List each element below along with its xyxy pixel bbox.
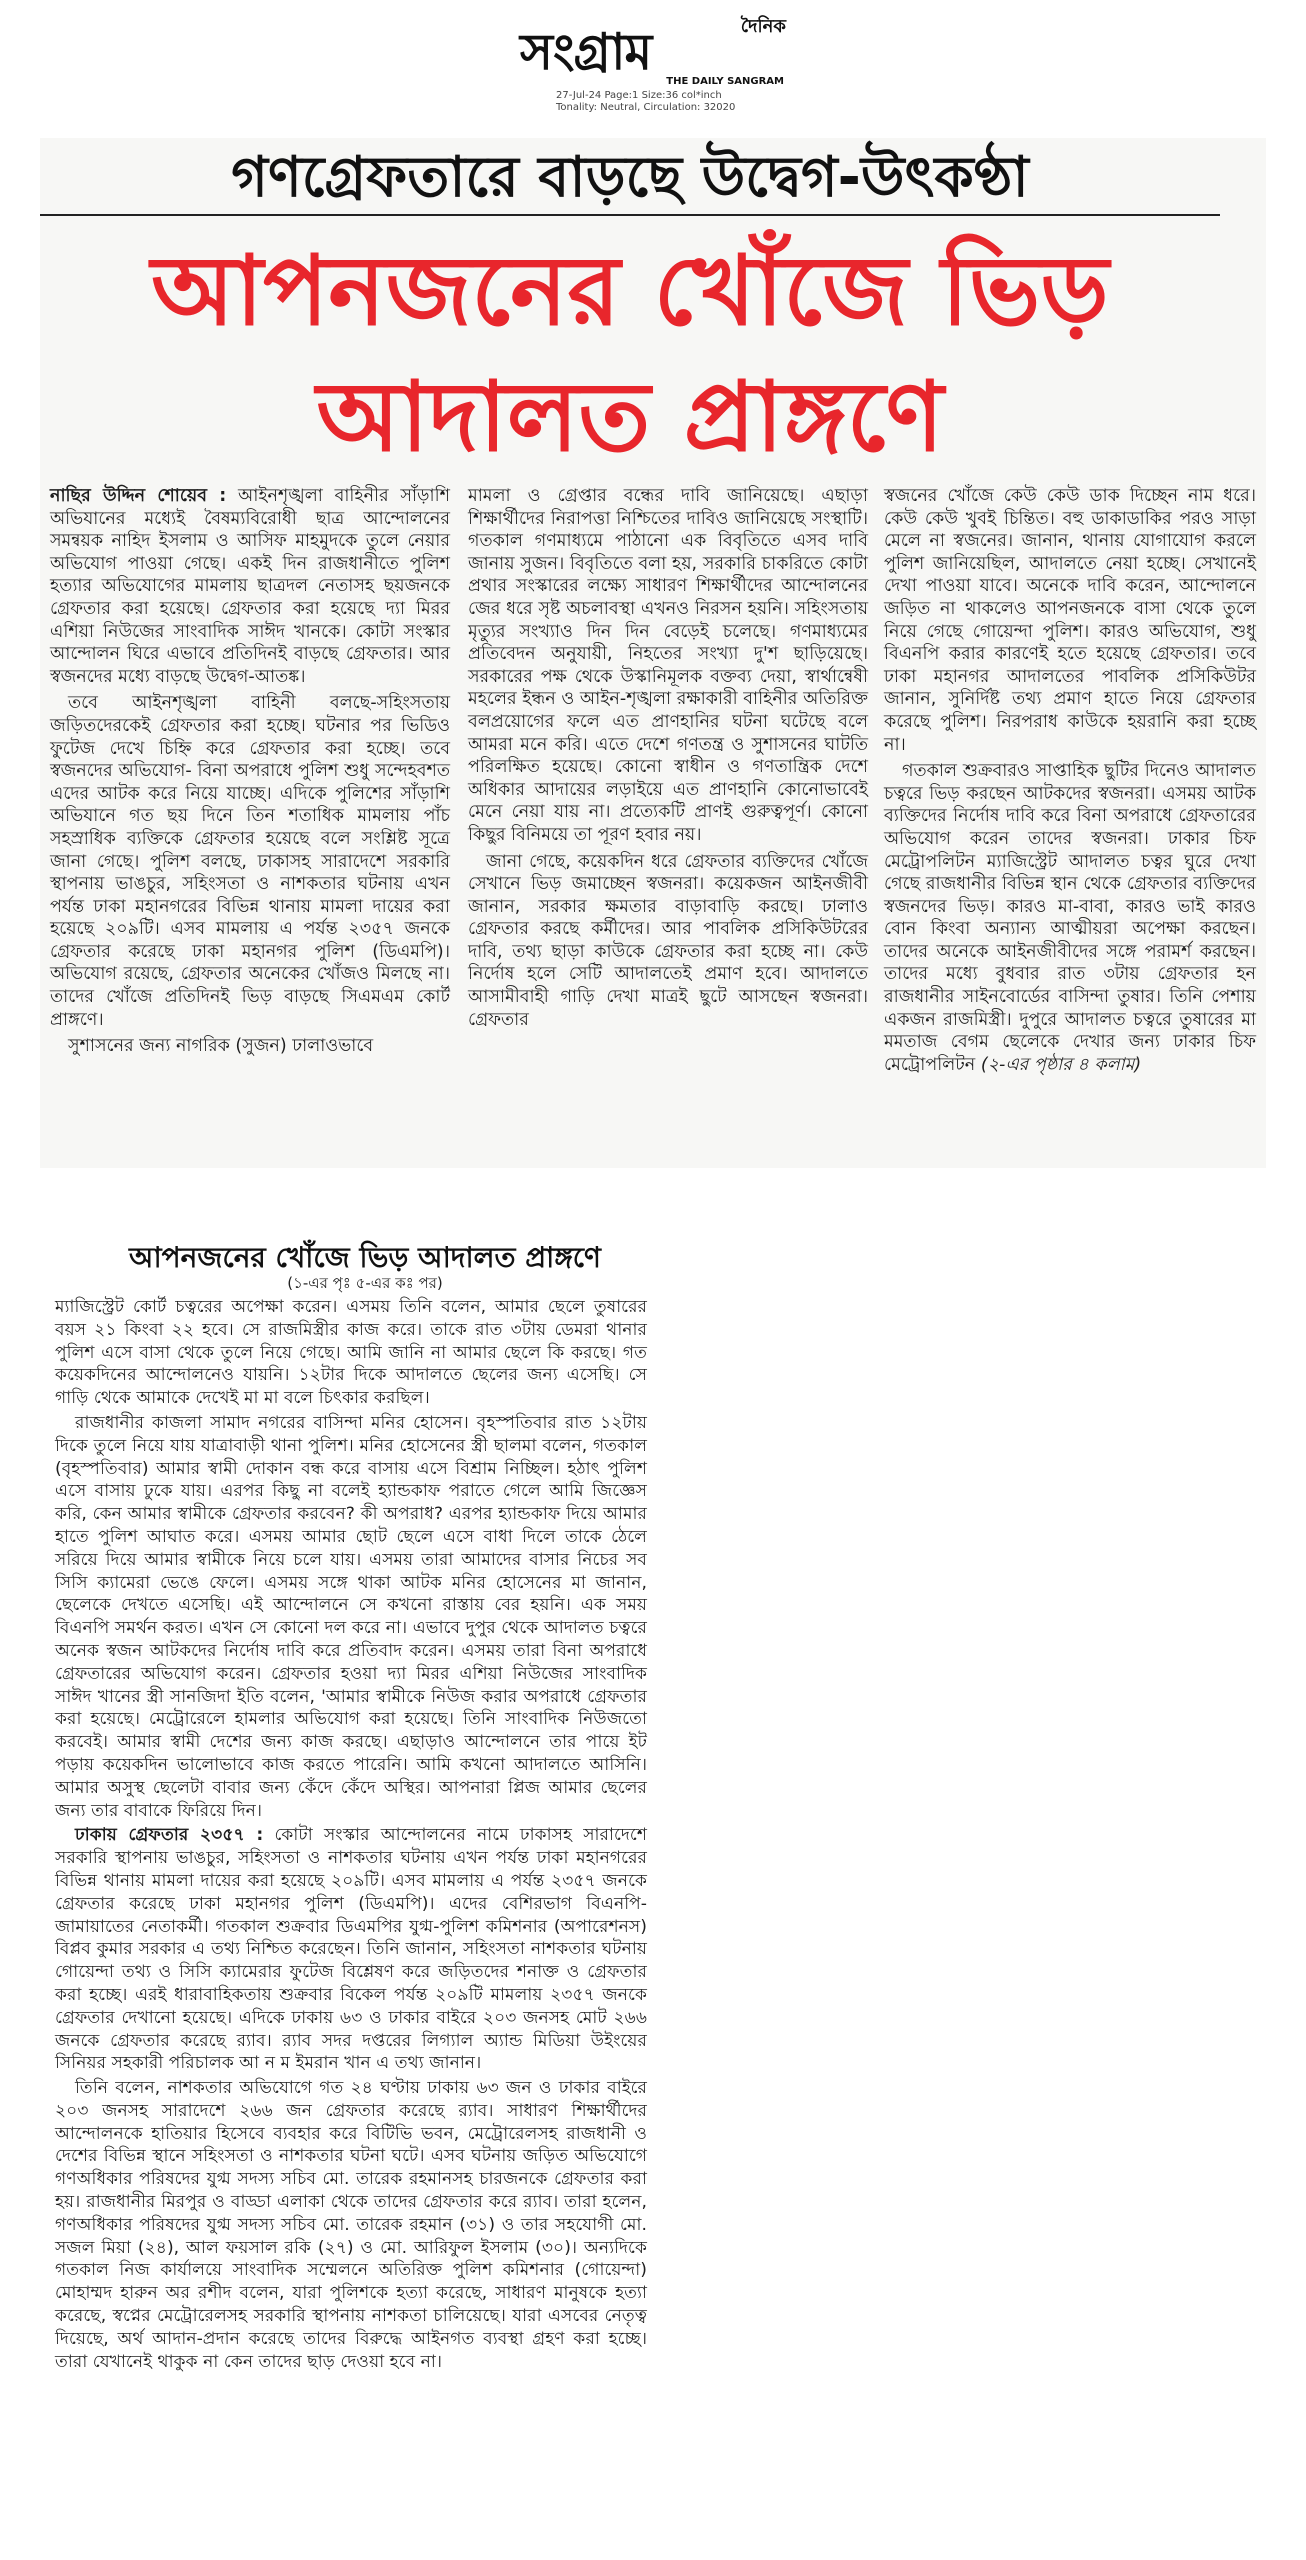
paragraph: তবে আইনশৃঙ্খলা বাহিনী বলছে-সহিংসতায় জড়িতদেরকেই গ্রেফতার করা হচ্ছে। ঘটনার পর ভিডিও ফুটেজ দেখে চিহ্নি করে গ্রেফতার করা হচ্ছে। তবে স্বজনদের অভিযোগ- বিনা অপরাধে পুলিশ শুধু সন্দেহবশত এদের আটক করে নিয়ে যাচ্ছে। এদিকে পুলিশের সাঁড়াশি অভিযানে গত ছয় দিনে তিন শতাধিক মামলায় পাঁচ সহস্রাধিক ব্যক্তিকে গ্রেফতার হয়েছে বলে সংশ্লিষ্ট সূত্রে জানা গেছে। পুলিশ বলছে, ঢাকাসহ সারাদেশে সরকারি স্থাপনায় ভাঙচুর, সহিংসতা ও নাশকতার ঘটনায় এখন পর্যন্ত ঢাকা মহানগরের বিভিন্ন থানায় মামলা দায়ের করা হয়েছে ২০৯টি। এসব মামলায় এ পর্যন্ত ২৩৫৭ জনকে গ্রেফতার করেছে ঢাকা মহানগর পুলিশ (ডিএমপি)। অভিযোগ রয়েছে, গ্রেফতার অনেকের খোঁজও মিলছে না। তাদের খোঁজে প্রতিদিনই ভিড় বাড়ছে সিএমএম কোর্ট প্রাঙ্গণে।	[50, 693, 450, 1030]
paragraph: সুশাসনের জন্য নাগরিক (সুজন) ঢালাওভাবে	[68, 1036, 374, 1057]
paragraph-text: গতকাল শুক্রবারও সাপ্তাহিক ছুটির দিনেও আদালত চত্বরে ভিড় করছেন আটকদের স্বজনরা। এসময় আটক ব্যক্তিদের নির্দোষ দাবি করে বিনা অপরাধে গ্রেফতারের অভিযোগ করেন তাদের স্বজনরা। ঢাকার চিফ মেট্রোপলিটন ম্যাজিস্ট্রেট আদালত চত্বর ঘুরে দেখা গেছে রাজধানীর বিভিন্ন স্থান থেকে গ্রেফতার ব্যক্তিদের স্বজনদের ভিড়। কারও মা-বাবা, কারও ভাই কারও বোন কিংবা অন্যান্য আত্মীয়রা অপেক্ষা করছেন। তাদের অনেকে আইনজীবীদের সঙ্গে পরামর্শ করছেন। তাদের মধ্যে বুধবার রাত ৩টায় গ্রেফতার হন রাজধানীর সাইনবোর্ডের বাসিন্দা তুষার। তিনি পেশায় একজন রাজমিস্ত্রী। দুপুরে আদালত চত্বরে তুষারের মা মমতাজ বেগম ছেলেকে দেখার জন্য ঢাকার চিফ মেট্রোপলিটন	[884, 761, 1256, 1075]
article-column-1	[50, 485, 450, 1062]
clipping-meta-line2: Tonality: Neutral, Circulation: 32020	[556, 102, 736, 113]
jump-subline: (১-এর পৃঃ ৫-এর কঃ পর)	[287, 1274, 443, 1292]
clipping-meta	[556, 90, 735, 114]
main-headline-line2: আদালত প্রাঙ্গণে	[316, 361, 944, 473]
paragraph: মামলা ও গ্রেপ্তার বন্ধের দাবি জানিয়েছে। এছাড়া শিক্ষার্থীদের নিরাপত্তা নিশ্চিতের দাবিও জানিয়েছে সংস্থাটি। গতকাল গণমাধ্যমে পাঠানো এক বিবৃতিতে এসব দাবি জানায় সুজন। বিবৃতিতে বলা হয়, সরকারি চাকরিতে কোটা প্রথার সংস্কারের লক্ষ্যে সাধারণ শিক্ষার্থীদের আন্দোলনের জের ধরে সৃষ্ট অচলাবস্থা এখনও নিরসন হয়নি। সহিংসতায় মৃত্যুর সংখ্যাও দিন দিন বেড়েই চলেছে। গণমাধ্যমের প্রতিবেদন অনুযায়ী, নিহতের সংখ্যা দু'শ ছাড়িয়েছে। সরকারের পক্ষ থেকে উস্কানিমূলক বক্তব্য দেয়া, স্বার্থান্বেষী মহলের ইন্ধন ও আইন-শৃঙ্খলা রক্ষাকারী বাহিনীর অতিরিক্ত বলপ্রয়োগের ফলে এত প্রাণহানির ঘটনা ঘটেছে বলে আমরা মনে করি। এতে দেশে গণতন্ত্র ও সুশাসনের ঘাটতি পরিলক্ষিত হয়েছে। কোনো স্বাধীন ও গণতান্ত্রিক দেশে অধিকার আদায়ের লড়াইয়ে এত প্রাণহানি কোনোভাবেই মেনে নেয়া যায় না। প্রত্যেকটি প্রাণই গুরুত্বপূর্ণ। কোনো কিছুর বিনিময়ে তা পূরণ হবার নয়।	[468, 486, 868, 845]
paragraph	[50, 485, 450, 688]
byline: নাছির উদ্দিন শোয়েব :	[50, 486, 227, 506]
subhead: ঢাকায় গ্রেফতার ২৩৫৭ :	[75, 1825, 264, 1846]
paragraph: জানা গেছে, কয়েকদিন ধরে গ্রেফতার ব্যক্তিদের খোঁজে সেখানে ভিড় জমাচ্ছেন স্বজনরা। কয়েকজন আইনজীবী জানান, সরকার ক্ষমতার বাড়াবাড়ি করছে। ঢালাও গ্রেফতার করছে কর্মীদের। আর পাবলিক প্রসিকিউটরের দাবি, তথ্য ছাড়া কাউকে গ্রেফতার করা হচ্ছে না। কেউ নির্দোষ হলে সেটি আদালতেই প্রমাণ হবে। আদালতে আসামীবাহী গাড়ি দেখা মাত্রই ছুটে আসছেন স্বজনরা। গ্রেফতার	[468, 851, 868, 1030]
article-column-2	[468, 485, 868, 1035]
divider	[40, 214, 1220, 216]
logo-daily-label: দৈনিক	[740, 16, 786, 37]
paragraph: তিনি বলেন, নাশকতার অভিযোগে গত ২৪ ঘণ্টায় ঢাকায় ৬৩ জন ও ঢাকার বাইরে ২০৩ জনসহ সারাদেশে ২৬৬ জন গ্রেফতার করেছে র‍্যাব। সাধারণ শিক্ষার্থীদের আন্দোলনকে হাতিয়ার হিসেবে ব্যবহার করে বিটিভি ভবন, মেট্রোরেলসহ রাজধানী ও দেশের বিভিন্ন স্থানে সহিংসতা ও নাশকতার ঘটনা ঘটে। এসব ঘটনায় জড়িত অভিযোগে গণঅধিকার পরিষদের যুগ্ম সদস্য সচিব মো. তারেক রহমানসহ চারজনকে গ্রেফতার করা হয়। রাজধানীর মিরপুর ও বাড্ডা এলাকা থেকে তাদের গ্রেফতার করে র‍্যাব। তারা হলেন, গণঅধিকার পরিষদের যুগ্ম সদস্য সচিব মো. তারেক রহমান (৩১) ও তার সহযোগী মো. সজল মিয়া (২৪), আল ফয়সাল রকি (২৭) ও মো. আরিফুল ইসলাম (৩০)। অন্যদিকে গতকাল নিজ কার্যালয়ে সাংবাদিক সম্মেলনে অতিরিক্ত পুলিশ কমিশনার (গোয়েন্দা) মোহাম্মদ হারুন অর রশীদ বলেন, যারা পুলিশকে হত্যা করেছে, সাধারণ মানুষকে হত্যা করেছে, স্বপ্নের মেট্রোরেলসহ সরকারি স্থাপনায় নাশকতা চালিয়েছে। যারা এসবের নেতৃত্ব দিয়েছে, অর্থ আদান-প্রদান করেছে তাদের বিরুদ্ধে আইনগত ব্যবস্থা গ্রহণ করা হচ্ছে। তারা যেখানেই থাকুক না কেন তাদের ছাড় দেওয়া হবে না।	[55, 2078, 647, 2372]
logo-title: সংগ্রাম	[520, 23, 652, 81]
paragraph	[55, 1824, 647, 2075]
paragraph-text: কোটা সংস্কার আন্দোলনের নামে ঢাকাসহ সারাদেশে সরকারি স্থাপনায় ভাঙচুর, সহিংসতা ও নাশকতার ঘটনায় এখন পর্যন্ত ঢাকা মহানগরের বিভিন্ন থানায় মামলা দায়ের করা হয়েছে ২০৯টি। এসব মামলায় এ পর্যন্ত ২৩৫৭ জনকে গ্রেফতার করেছে ঢাকা মহানগর পুলিশ (ডিএমপি)। এদের বেশিরভাগ বিএনপি-জামায়াতের নেতাকর্মী। গতকাল শুক্রবার ডিএমপির যুগ্ম-পুলিশ কমিশনার (অপারেশনস) বিপ্লব কুমার সরকার এ তথ্য নিশ্চিত করেছেন। তিনি জানান, সহিংসতা নাশকতার ঘটনায় গোয়েন্দা তথ্য ও সিসি ক্যামেরার ফুটেজ বিশ্লেষণ করে জড়িতদের শনাক্ত ও গ্রেফতার করা হচ্ছে। এরই ধারাবাহিকতায় শুক্রবার বিকেল পর্যন্ত ২০৯টি মামলায় ২৩৫৭ জনকে গ্রেফতার দেখানো হয়েছে। এদিকে ঢাকায় ৬৩ ও ঢাকার বাইরে ২০৩ জনসহ মোট ২৬৬ জনকে গ্রেফতার করেছে র‍্যাব। র‍্যাব সদর দপ্তরের লিগ্যাল অ্যান্ড মিডিয়া উইংয়ের সিনিয়র সহকারী পরিচালক আ ন ম ইমরান খান এ তথ্য জানান।	[55, 1825, 647, 2074]
article-column-3	[884, 485, 1256, 1080]
masthead	[0, 0, 1306, 122]
paragraph: ম্যাজিস্ট্রেট কোর্ট চত্বরের অপেক্ষা করেন। এসময় তিনি বলেন, আমার ছেলে তুষারের বয়স ২১ কিংবা ২২ হবে। সে রাজমিস্ত্রীর কাজ করে। তাকে রাত ৩টায় ডেমরা থানার পুলিশ এসে বাসা থেকে তুলে নিয়ে গেছে। আমি জানি না আমার ছেলে কি করছে। গত কয়েকদিনের আন্দোলনেও যায়নি। ১২টার দিকে আদালতে ছেলের জন্য এসেছি। সে গাড়ি থেকে আমাকে দেখেই মা মা বলে চিৎকার করছিল।	[55, 1297, 647, 1409]
main-headline	[50, 228, 1210, 480]
clipping-meta-line1: 27-Jul-24 Page:1 Size:36 col*inch	[556, 90, 722, 101]
continuation-note: (২-এর পৃষ্ঠার ৪ কলাম)	[980, 1054, 1142, 1075]
paragraph-text: আইনশৃঙ্খলা বাহিনীর সাঁড়াশি অভিযানের মধ্যেই বৈষম্যবিরোধী ছাত্র আন্দোলনের সমন্বয়ক নাহিদ ইসলাম ও আসিফ মাহমুদকে তুলে নেয়ার অভিযোগ পাওয়া গেছে। একই দিন রাজধানীতে পুলিশ হত্যার অভিযোগের মামলায় ছাত্রদল নেতাসহ ছয়জনকে গ্রেফতার করা হয়েছে। গ্রেফতার করা হয়েছে দ্যা মিরর এশিয়া নিউজের সাংবাদিক সাঈদ খানকে। কোটা সংস্কার আন্দোলন ঘিরে এভাবে প্রতিদিনই বাড়ছে গ্রেফতার। আর স্বজনদের মধ্যে বাড়ছে উদ্বেগ-আতঙ্ক।	[50, 486, 450, 687]
paragraph	[884, 760, 1256, 1076]
newspaper-logo	[520, 14, 786, 87]
jump-body	[55, 1296, 647, 2375]
paragraph: স্বজনের খোঁজে কেউ কেউ ডাক দিচ্ছেন নাম ধরে। কেউ কেউ খুবই চিন্তিত। বহু ডাকাডাকির পরও সাড়া মেলে না স্বজনের। জানান, থানায় যোগাযোগ করলে পুলিশ জানিয়েছিল, আদালতে নেয়া হচ্ছে। সেখানেই দেখা পাওয়া যাবে। অনেকে দাবি করেন, আন্দোলনে জড়িত না থাকলেও আপনজনকে বাসা থেকে তুলে নিয়ে গেছে গোয়েন্দা পুলিশ। কারও অভিযোগ, শুধু বিএনপি করার কারণেই হতে হয়েছে গ্রেফতার। তবে ঢাকা মহানগর আদালতের পাবলিক প্রসিকিউটর জানান, সুনির্দিষ্ট তথ্য প্রমাণ হাতে নিয়ে গ্রেফতার করেছে পুলিশ। নিরপরাধ কাউকে হয়রানি করা হচ্ছে না।	[884, 486, 1256, 755]
main-headline-line1: আপনজনের খোঁজে ভিড়	[151, 235, 1109, 347]
kicker-headline: গণগ্রেফতারে বাড়ছে উদ্বেগ-উৎকণ্ঠা	[231, 145, 1029, 210]
jump-headline: আপনজনের খোঁজে ভিড় আদালত প্রাঙ্গণে	[129, 1241, 601, 1274]
paragraph: রাজধানীর কাজলা সামাদ নগরের বাসিন্দা মনির হোসেন। বৃহস্পতিবার রাত ১২টায় দিকে তুলে নিয়ে যায় যাত্রাবাড়ী থানা পুলিশ। মনির হোসেনের স্ত্রী ছালমা বলেন, গতকাল (বৃহস্পতিবার) আমার স্বামী দোকান বন্ধ করে বাসায় এসে বিশ্রাম নিচ্ছিল। হঠাৎ পুলিশ এসে বাসায় ঢুকে যায়। এরপর কিছু না বলেই হ্যান্ডকাফ পরাতে গেলে আমি জিজ্ঞেস করি, কেন আমার স্বামীকে গ্রেফতার করবেন? কী অপরাধ? এরপর হ্যান্ডকাফ দিয়ে আমার হাতে পুলিশ আঘাত করে। এসময় আমার ছোট ছেলে এসে বাধা দিলে তাকে ঠেলে সরিয়ে দিয়ে আমার স্বামীকে নিয়ে চলে যায়। এসময় তারা আমাদের বাসার নিচের সব সিসি ক্যামেরা ভেঙে ফেলে। এসময় সঙ্গে থাকা আটক মনির হোসেনের মা জানান, ছেলেকে দেখতে এসেছি। এই আন্দোলনে সে কখনো রাস্তায় বের হয়নি। এক সময় বিএনপি সমর্থন করত। এখন সে কোনো দল করে না। এভাবে দুপুর থেকে আদালত চত্বরে অনেক স্বজন আটকদের নির্দোষ দাবি করে প্রতিবাদ করেন। এসময় তারা বিনা অপরাধে গ্রেফতারের অভিযোগ করেন। গ্রেফতার হওয়া দ্যা মিরর এশিয়া নিউজের সাংবাদিক সাঈদ খানের স্ত্রী সানজিদা ইতি বলেন, 'আমার স্বামীকে নিউজ করার অপরাধে গ্রেফতার করা হয়েছে। মেট্রোরেলে হামলার অভিযোগ করা হয়েছে। তিনি সাংবাদিক নিউজতো করবেই। আমার স্বামী দেশের জন্য কাজ করছে। এছাড়াও আন্দোলনে তার পায়ে ইট পড়ায় কয়েকদিন ভালোভাবে কাজ করতে পারেনি। আমি কখনো আদালতে আসিনি। আমার অসুস্থ ছেলেটা বাবার জন্য কেঁদে কেঁদে অস্থির। আপনারা প্লিজ আমার ছেলের জন্য তার বাবাকে ফিরিয়ে দিন।	[55, 1412, 647, 1821]
logo-english: THE DAILY SANGRAM	[666, 76, 784, 87]
